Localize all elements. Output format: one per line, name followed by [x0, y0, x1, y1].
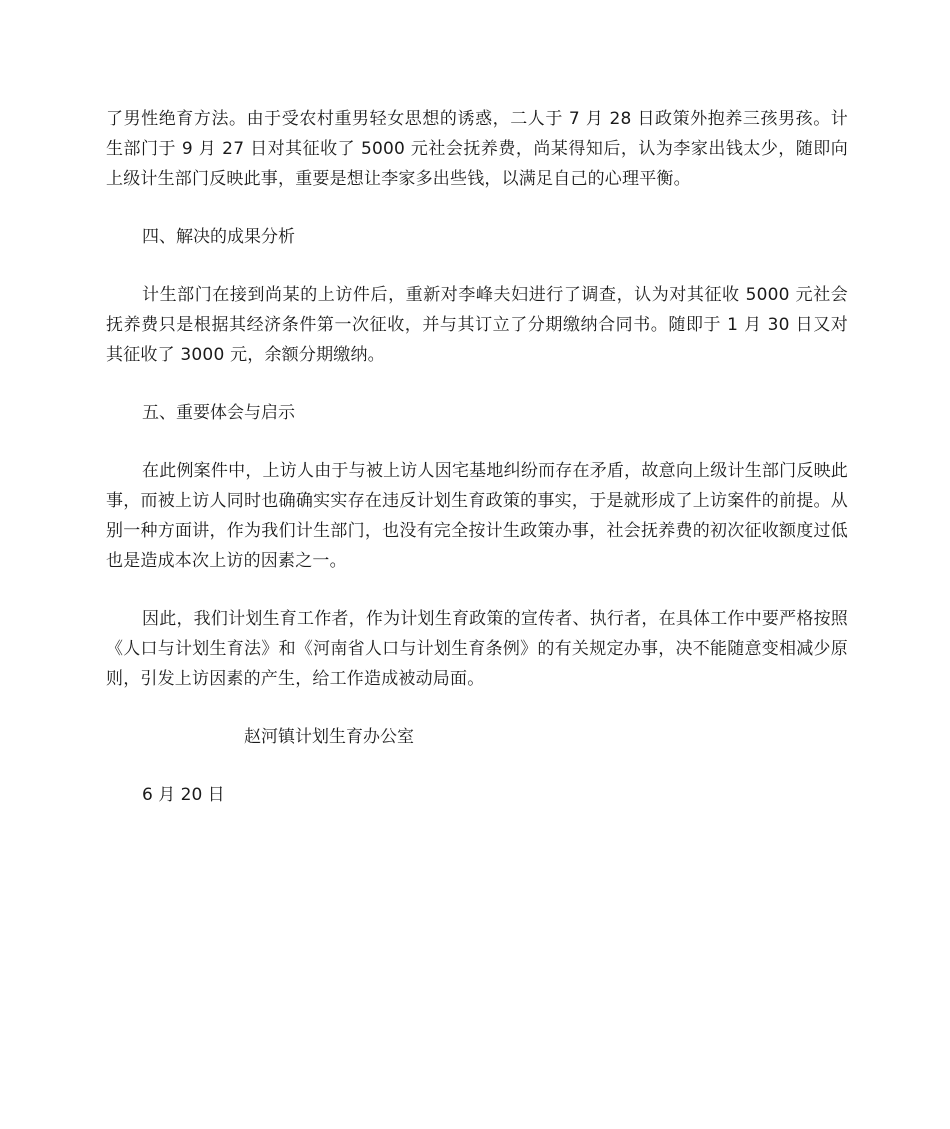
section-5-paragraph-2: 因此，我们计划生育工作者，作为计划生育政策的宣传者、执行者，在具体工作中要严格按照《人口与计划生育法》和《河南省人口与计划生育条例》的有关规定办事，决不能随意变相减少原则，引发上访因素的产生，给工作造成被动局面。 [106, 609, 848, 689]
signature-date: 6 月 20 日 [142, 785, 225, 805]
intro-paragraph: 了男性绝育方法。由于受农村重男轻女思想的诱惑，二人于 7 月 28 日政策外抱养三孩男孩。计生部门于 9 月 27 日对其征收了 5000 元社会抚养费，尚某得知后，认为李家出钱太少，随即向上级计生部门反映此事，重要是想让李家多出些钱，以满足自己的心理平衡。 [106, 109, 848, 189]
signature-organization: 赵河镇计划生育办公室 [244, 727, 414, 747]
section-5-paragraph-1: 在此例案件中，上访人由于与被上访人因宅基地纠纷而存在矛盾，故意向上级计生部门反映此事，而被上访人同时也确确实实存在违反计划生育政策的事实，于是就形成了上访案件的前提。从别一种方面讲，作为我们计生部门，也没有完全按计生政策办事，社会抚养费的初次征收额度过低也是造成本次上访的因素之一。 [106, 461, 848, 571]
section-4-paragraph: 计生部门在接到尚某的上访件后，重新对李峰夫妇进行了调查，认为对其征收 5000 元社会抚养费只是根据其经济条件第一次征收，并与其订立了分期缴纳合同书。随即于 1 月 30 日又对其征收了 3000 元，余额分期缴纳。 [106, 285, 848, 365]
document-body [106, 104, 848, 810]
section-4-heading: 四、解决的成果分析 [142, 227, 295, 247]
section-5-heading: 五、重要体会与启示 [142, 403, 295, 423]
